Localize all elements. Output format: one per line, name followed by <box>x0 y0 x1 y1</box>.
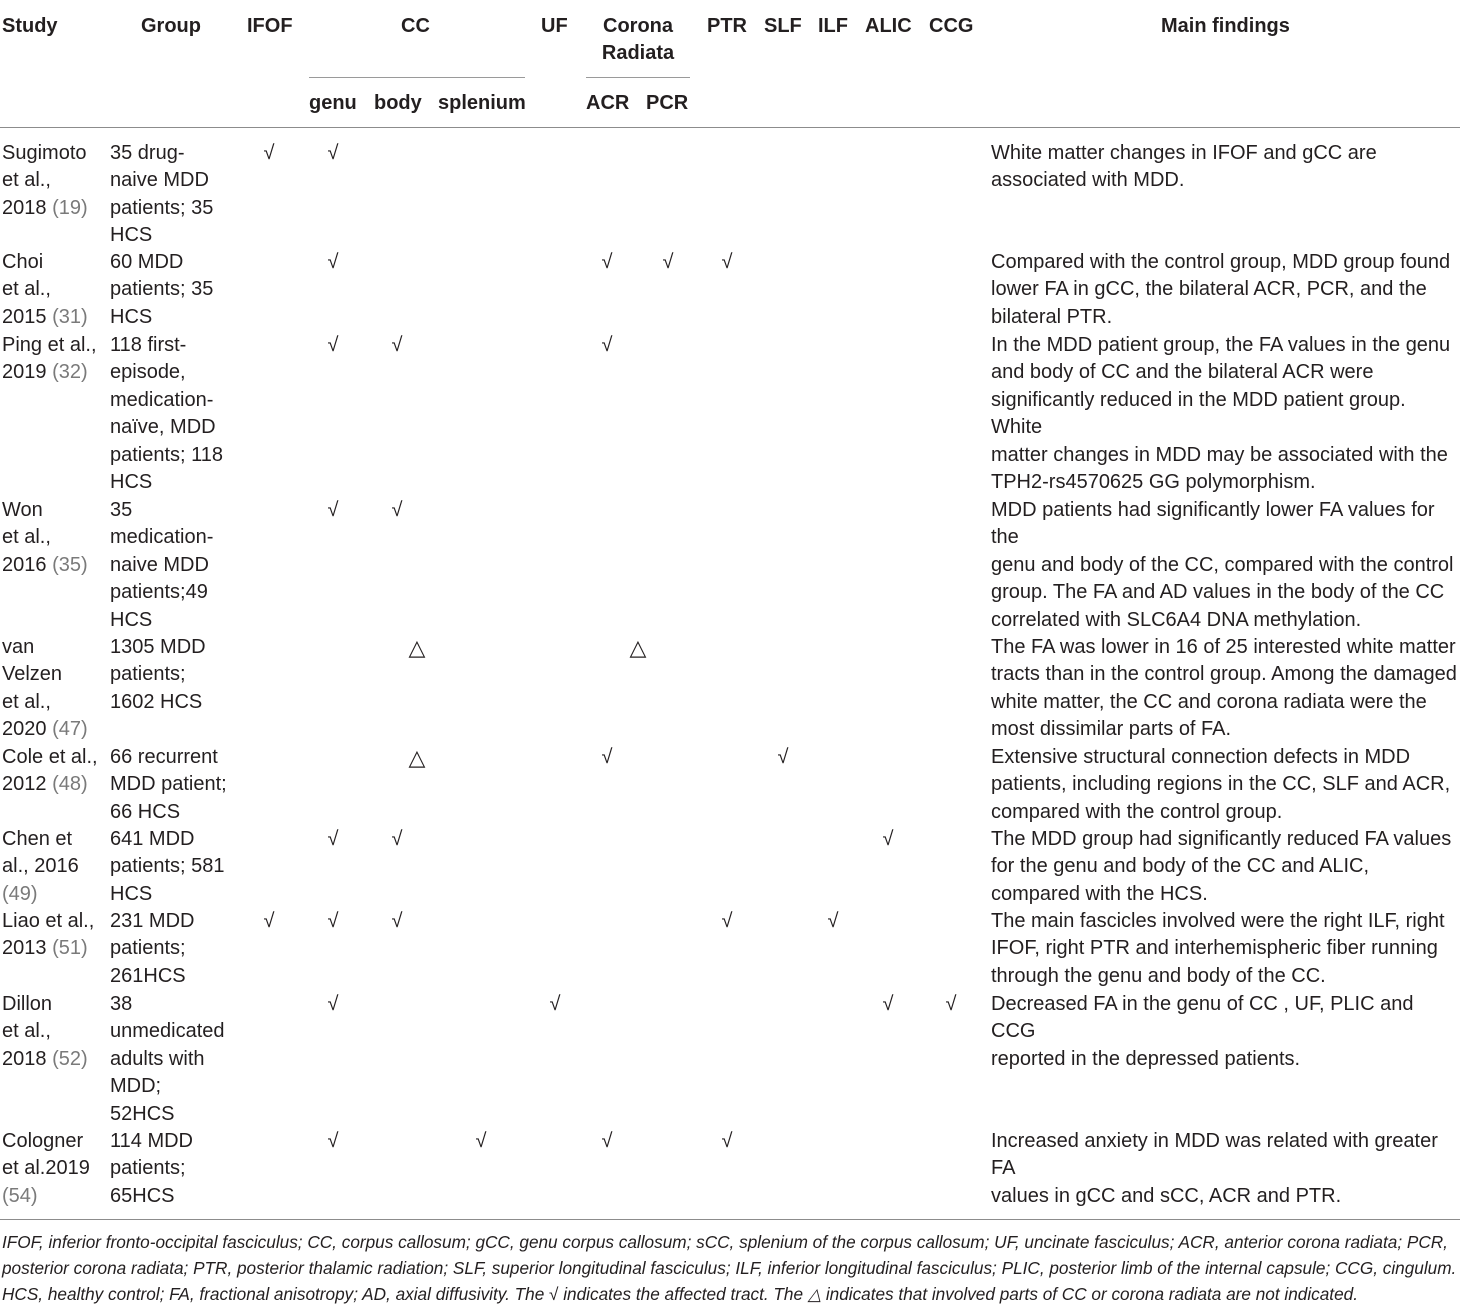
main-findings-cell <box>991 634 1457 744</box>
subheader-pcr: PCR <box>646 92 689 114</box>
check-mark-icon: √ <box>327 1130 339 1152</box>
check-mark-icon: √ <box>662 251 674 273</box>
study-line <box>2 304 102 331</box>
study-cell <box>2 991 102 1073</box>
header-slf: SLF <box>764 15 802 37</box>
check-mark-icon: √ <box>327 993 339 1015</box>
subheader-splenium: splenium <box>438 92 526 114</box>
triangle-mark-icon: △ <box>408 635 426 660</box>
study-line <box>2 1183 102 1210</box>
group-cell <box>110 634 230 716</box>
check-mark-icon: √ <box>721 910 733 932</box>
group-line: MDD patient; <box>110 773 227 796</box>
header-cc: CC <box>401 15 430 37</box>
study-line: Won <box>2 499 43 521</box>
study-line: Chen et <box>2 828 73 850</box>
group-line: HCS <box>110 882 153 905</box>
group-line: medication- <box>110 526 214 549</box>
group-line: unmedicated <box>110 1020 225 1043</box>
subheader-body: body <box>374 92 422 114</box>
group-cell <box>110 249 230 331</box>
header-bottom-rule <box>0 127 1460 128</box>
study-cell <box>2 497 102 579</box>
study-line: van <box>2 636 35 658</box>
group-line: patients;49 <box>110 581 208 604</box>
group-line: patients; 35 <box>110 278 214 301</box>
findings-line: IFOF, right PTR and interhemispheric fiber running <box>991 937 1438 960</box>
header-uf: UF <box>541 15 568 37</box>
group-line: 66 HCS <box>110 800 181 823</box>
group-line: patients; 581 <box>110 855 225 878</box>
group-line: episode, <box>110 361 186 384</box>
group-line: HCS <box>110 224 153 247</box>
header-main-findings: Main findings <box>1161 15 1290 37</box>
findings-line: compared with the control group. <box>991 800 1283 823</box>
study-line-text: 2015 <box>2 305 53 328</box>
findings-line: Extensive structural connection defects in MDD <box>991 746 1411 768</box>
study-cell <box>2 249 102 331</box>
group-line: HCS <box>110 305 153 328</box>
study-line <box>2 359 102 386</box>
study-line: Cole et al., <box>2 746 98 768</box>
check-mark-icon: √ <box>391 334 403 356</box>
study-line-text: 2013 <box>2 937 53 960</box>
study-line <box>2 881 102 908</box>
group-line: 231 MDD <box>110 910 195 932</box>
findings-line: values in gCC and sCC, ACR and PTR. <box>991 1184 1342 1207</box>
findings-line: group. The FA and AD values in the body of the CC <box>991 581 1445 604</box>
group-line: 641 MDD <box>110 828 195 850</box>
check-mark-icon: √ <box>327 251 339 273</box>
study-line <box>2 935 102 962</box>
study-line: Velzen <box>2 663 63 686</box>
reference-link[interactable]: (54) <box>2 1184 38 1207</box>
check-mark-icon: √ <box>882 828 894 850</box>
reference-link[interactable]: (35) <box>52 553 88 576</box>
header-ptr: PTR <box>707 15 747 37</box>
cc-subheader-rule <box>309 77 525 78</box>
findings-line: Increased anxiety in MDD was related with greater FA <box>991 1130 1438 1180</box>
findings-line: compared with the HCS. <box>991 882 1208 905</box>
study-line: et al.2019 <box>2 1157 90 1180</box>
findings-line: Decreased FA in the genu of CC , UF, PLIC and CCG <box>991 993 1414 1043</box>
group-cell <box>110 991 230 1128</box>
reference-link[interactable]: (49) <box>2 882 38 905</box>
study-line: et al., <box>2 526 51 549</box>
main-findings-cell <box>991 908 1457 990</box>
findings-line: for the genu and body of the CC and ALIC, <box>991 855 1370 878</box>
check-mark-icon: √ <box>391 910 403 932</box>
header-group: Group <box>141 15 201 37</box>
group-cell <box>110 140 230 250</box>
check-mark-icon: √ <box>263 910 275 932</box>
check-mark-icon: √ <box>601 1130 613 1152</box>
check-mark-icon: √ <box>721 251 733 273</box>
study-cell <box>2 332 102 387</box>
header-study: Study <box>2 15 58 37</box>
header-corona-line1: Corona <box>603 15 673 37</box>
findings-line: The MDD group had significantly reduced FA values <box>991 828 1452 850</box>
group-cell <box>110 908 230 990</box>
group-line: 52HCS <box>110 1102 175 1125</box>
triangle-mark-icon: △ <box>629 635 647 660</box>
findings-line: associated with MDD. <box>991 169 1185 192</box>
header-corona-radiata <box>588 13 688 67</box>
group-line: 35 <box>110 499 133 521</box>
group-line: patients; <box>110 937 186 960</box>
findings-line: most dissimilar parts of FA. <box>991 718 1232 741</box>
study-line: et al., <box>2 1020 51 1043</box>
main-findings-cell <box>991 1128 1457 1210</box>
group-line: 65HCS <box>110 1184 175 1207</box>
group-line: patients; 35 <box>110 196 214 219</box>
study-line-text: 2018 <box>2 196 53 219</box>
study-cell <box>2 140 102 222</box>
table-bottom-rule <box>0 1219 1460 1220</box>
table-body <box>0 140 1460 1210</box>
study-line: et al., <box>2 169 51 192</box>
check-mark-icon: √ <box>721 1130 733 1152</box>
study-line: Liao et al., <box>2 910 95 932</box>
check-mark-icon: √ <box>601 251 613 273</box>
group-line: naïve, MDD <box>110 416 216 439</box>
check-mark-icon: √ <box>391 499 403 521</box>
main-findings-cell <box>991 497 1457 634</box>
header-corona-line2: Radiata <box>601 42 675 64</box>
check-mark-icon: √ <box>601 746 613 768</box>
findings-line: The FA was lower in 16 of 25 interested white matter <box>991 636 1456 658</box>
group-line: HCS <box>110 608 153 631</box>
study-line: Ping et al., <box>2 334 97 356</box>
group-line: MDD; <box>110 1075 162 1098</box>
check-mark-icon: √ <box>601 334 613 356</box>
check-mark-icon: √ <box>327 334 339 356</box>
findings-line: significantly reduced in the MDD patient group. White <box>991 388 1406 439</box>
group-line: 118 first- <box>110 334 187 356</box>
check-mark-icon: √ <box>882 993 894 1015</box>
check-mark-icon: √ <box>327 142 339 164</box>
group-line: medication- <box>110 388 214 411</box>
findings-line: Compared with the control group, MDD group found <box>991 251 1451 273</box>
findings-line: bilateral PTR. <box>991 305 1113 328</box>
study-cell <box>2 744 102 799</box>
corona-subheader-rule <box>586 77 690 78</box>
findings-line: tracts than in the control group. Among the damaged <box>991 663 1457 686</box>
group-line: HCS <box>110 471 153 494</box>
study-line: et al., <box>2 278 51 301</box>
reference-link[interactable]: (32) <box>52 361 88 384</box>
group-line: 261HCS <box>110 964 186 987</box>
findings-line: genu and body of the CC, compared with the control <box>991 553 1454 576</box>
study-line-text: 2018 <box>2 1047 53 1070</box>
main-findings-cell <box>991 332 1457 496</box>
main-findings-cell <box>991 249 1457 331</box>
check-mark-icon: √ <box>475 1130 487 1152</box>
study-line: Sugimoto <box>2 142 87 164</box>
group-cell <box>110 332 230 496</box>
findings-line: MDD patients had significantly lower FA values for the <box>991 499 1435 549</box>
group-line: 1602 HCS <box>110 690 203 713</box>
group-cell <box>110 497 230 634</box>
findings-line: The main fascicles involved were the right ILF, right <box>991 910 1445 932</box>
findings-line: through the genu and body of the CC. <box>991 964 1326 987</box>
reference-link[interactable]: (47) <box>52 718 88 741</box>
check-mark-icon: √ <box>327 499 339 521</box>
reference-link[interactable]: (19) <box>52 196 88 219</box>
check-mark-icon: √ <box>391 828 403 850</box>
group-cell <box>110 744 230 826</box>
study-line: et al., <box>2 690 51 713</box>
group-line: patients; <box>110 663 186 686</box>
check-mark-icon: √ <box>945 993 957 1015</box>
group-line: 66 recurrent <box>110 746 218 768</box>
triangle-mark-icon: △ <box>408 745 426 770</box>
group-line: 1305 MDD <box>110 636 206 658</box>
check-mark-icon: √ <box>827 910 839 932</box>
group-line: naive MDD <box>110 553 209 576</box>
group-line: 38 <box>110 993 133 1015</box>
reference-link[interactable]: (52) <box>52 1047 88 1070</box>
findings-line: reported in the depressed patients. <box>991 1047 1301 1070</box>
study-line: al., 2016 <box>2 855 79 878</box>
subheader-genu: genu <box>309 92 357 114</box>
group-line: adults with <box>110 1047 205 1070</box>
group-line: patients; 118 <box>110 443 224 466</box>
group-cell <box>110 826 230 908</box>
study-line <box>2 1046 102 1073</box>
group-cell <box>110 1128 230 1210</box>
study-line: Cologner <box>2 1130 84 1152</box>
study-line-text: 2016 <box>2 553 53 576</box>
study-line-text: 2012 <box>2 773 53 796</box>
study-cell <box>2 826 102 908</box>
study-line <box>2 552 102 579</box>
subheader-acr: ACR <box>586 92 630 114</box>
findings-line: white matter, the CC and corona radiata were the <box>991 690 1427 713</box>
study-line <box>2 716 102 743</box>
main-findings-cell <box>991 140 1457 195</box>
study-cell <box>2 634 102 744</box>
study-line: Choi <box>2 251 44 273</box>
header-alic: ALIC <box>865 15 912 37</box>
group-line: patients; <box>110 1157 186 1180</box>
study-line <box>2 771 102 798</box>
findings-line: and body of CC and the bilateral ACR were <box>991 361 1374 384</box>
header-ifof: IFOF <box>247 15 293 37</box>
check-mark-icon: √ <box>327 828 339 850</box>
study-line-text: 2019 <box>2 361 53 384</box>
check-mark-icon: √ <box>263 142 275 164</box>
table-header <box>0 0 1460 128</box>
findings-line: In the MDD patient group, the FA values in the genu <box>991 334 1451 356</box>
findings-line: patients, including regions in the CC, SLF and ACR, <box>991 773 1451 796</box>
group-line: 60 MDD <box>110 251 184 273</box>
check-mark-icon: √ <box>777 746 789 768</box>
header-ilf: ILF <box>818 15 848 37</box>
study-cell <box>2 1128 102 1210</box>
study-line-text: 2020 <box>2 718 53 741</box>
header-ccg: CCG <box>929 15 974 37</box>
main-findings-cell <box>991 991 1457 1073</box>
reference-link[interactable]: (48) <box>52 773 88 796</box>
study-line: Dillon <box>2 993 53 1015</box>
main-findings-cell <box>991 744 1457 826</box>
findings-line: TPH2-rs4570625 GG polymorphism. <box>991 471 1316 494</box>
check-mark-icon: √ <box>549 993 561 1015</box>
group-line: naive MDD <box>110 169 209 192</box>
findings-line: White matter changes in IFOF and gCC are <box>991 142 1377 164</box>
reference-link[interactable]: (31) <box>52 305 88 328</box>
study-line <box>2 195 102 222</box>
group-line: 35 drug- <box>110 142 185 164</box>
reference-link[interactable]: (51) <box>52 937 88 960</box>
main-findings-cell <box>991 826 1457 908</box>
findings-line: correlated with SLC6A4 DNA methylation. <box>991 608 1362 631</box>
findings-line: lower FA in gCC, the bilateral ACR, PCR, and the <box>991 278 1427 301</box>
check-mark-icon: √ <box>327 910 339 932</box>
group-line: 114 MDD <box>110 1130 193 1152</box>
findings-line: matter changes in MDD may be associated with the <box>991 443 1448 466</box>
table-footnote: IFOF, inferior fronto-occipital fasciculus; CC, corpus callosum; gCC, genu corpus callosum; sCC, splenium of the corpus callosum; UF, uncinate fasciculus; ACR, anterior corona radiata; PCR, posterior corona radiata; PTR, posterior thalamic radiation; SLF, superior longitudinal fasciculus; ILF, inferior longitudinal fasciculus; PLIC, posterior limb of the internal capsule; CCG, cingulum. HCS, healthy control; FA, fractional anisotropy; AD, axial diffusivity. The √ indicates the affected tract. The △ indicates that involved parts of CC or corona radiata are not indicated. <box>2 1232 1457 1304</box>
study-cell <box>2 908 102 963</box>
